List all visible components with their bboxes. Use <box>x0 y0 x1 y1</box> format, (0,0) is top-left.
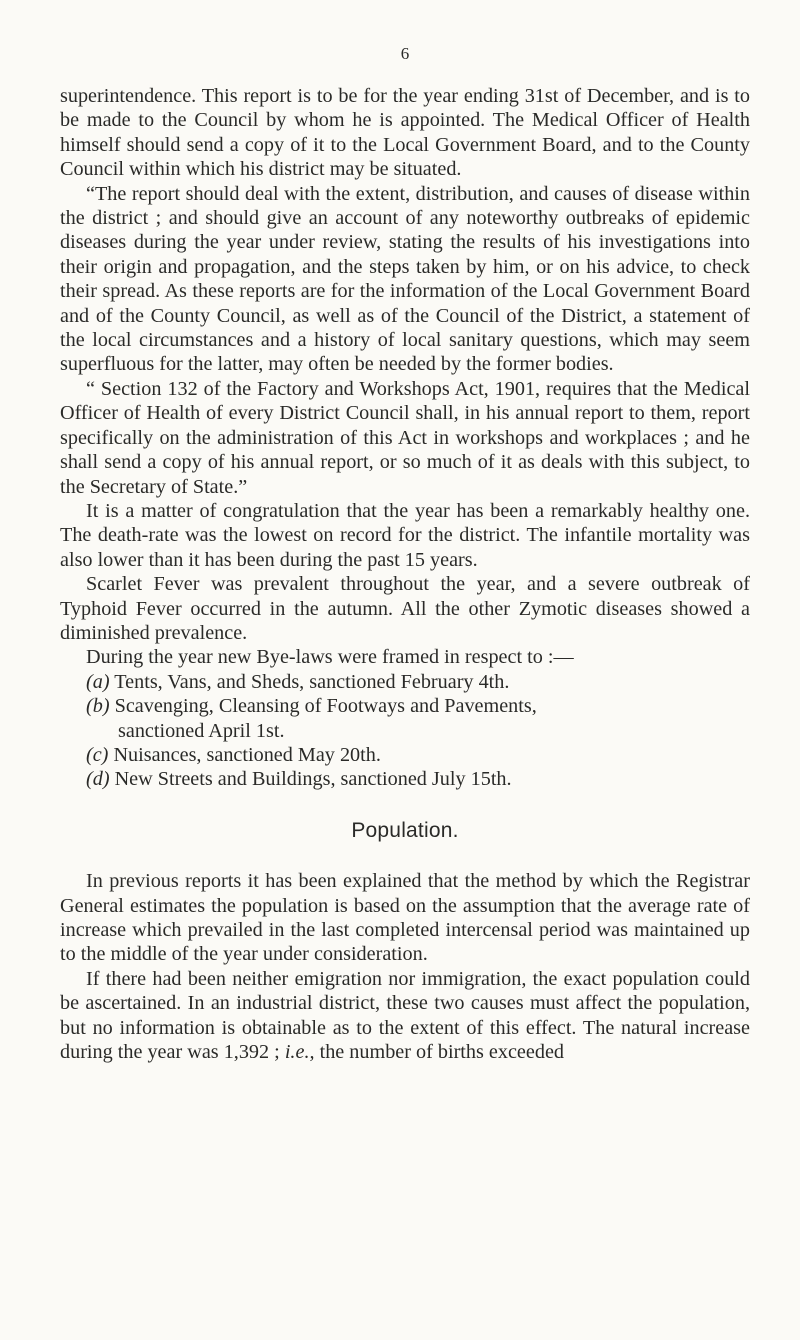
body-text <box>60 84 750 1064</box>
list-item-text: Scavenging, Cleansing of Footways and Pavements, <box>114 695 537 718</box>
list-item <box>60 767 750 791</box>
bye-laws-list <box>60 670 750 792</box>
list-item-text: Tents, Vans, and Sheds, sanctioned February 4th. <box>114 670 510 693</box>
list-marker: (b) <box>86 695 110 718</box>
paragraph-population-method: In previous reports it has been explained that the method by which the Registrar General estimates the population is based on the assumption that the average rate of increase which prevailed in the last completed intercensal period was maintained up to the middle of the year under consideration. <box>60 870 750 966</box>
paragraph-bye-laws-intro: During the year new Bye-laws were framed in respect to :— <box>86 646 574 669</box>
paragraph-factory-act: “ Section 132 of the Factory and Workshops Act, 1901, requires that the Medical Officer of Health of every District Council shall, in his annual report to them, report specifically on the administration of this Act in workshops and workplaces ; and he shall send a copy of his annual report, or so much of it as deals with this subject, to the Secretary of State.” <box>60 377 750 498</box>
list-marker: (a) <box>86 670 110 693</box>
list-item-text: New Streets and Buildings, sanctioned July 15th. <box>114 768 512 791</box>
list-item-continuation: sanctioned April 1st. <box>118 719 285 742</box>
paragraph-superintendence: superintendence. This report is to be for the year ending 31st of December, and is to be made to the Council by whom he is appointed. The Medical Officer of Health himself should send a copy of it to the Local Government Board, and to the County Council within which his district may be situated. <box>60 85 750 181</box>
paragraph-healthy-year: It is a matter of congratulation that the year has been a remarkably healthy one. The death-rate was the lowest on record for the district. The infantile mortality was also lower than it has been during the past 15 years. <box>60 499 750 571</box>
section-heading-population: Population. <box>351 818 459 842</box>
paragraph-migration <box>60 967 750 1065</box>
list-item <box>60 694 750 743</box>
migration-text-start: If there had been neither emigration nor immigration, the exact population could be ascertained. In an industrial district, these two causes must affect the population, but no information is obtainable as to the extent of this effect. The natural increase during the year was 1,392 ; <box>60 967 750 1064</box>
list-marker: (d) <box>86 768 110 791</box>
page-number: 6 <box>400 44 410 63</box>
ie-abbreviation: i.e., <box>284 1041 315 1064</box>
paragraph-report-content: “The report should deal with the extent, distribution, and causes of disease within the district ; and should give an account of any noteworthy outbreaks of epidemic diseases during the year under review, stating the results of his investigations into their origin and propagation, and the steps taken by him, or on his advice, to check their spread. As these reports are for the information of the Local Government Board and of the County Council, as well as of the Council of the District, a statement of the local circumstances and a history of local sanitary questions, which may seem superfluous for the latter, may often be needed by the former bodies. <box>60 182 750 376</box>
list-item-text: Nuisances, sanctioned May 20th. <box>113 743 381 766</box>
list-marker: (c) <box>86 743 109 766</box>
paragraph-scarlet-fever: Scarlet Fever was prevalent throughout the year, and a severe outbreak of Typhoid Fever occurred in the autumn. All the other Zymotic diseases showed a diminished prevalence. <box>60 573 750 644</box>
migration-text-end: the number of births exceeded <box>319 1041 564 1064</box>
list-item <box>60 670 750 694</box>
list-item <box>60 743 750 767</box>
